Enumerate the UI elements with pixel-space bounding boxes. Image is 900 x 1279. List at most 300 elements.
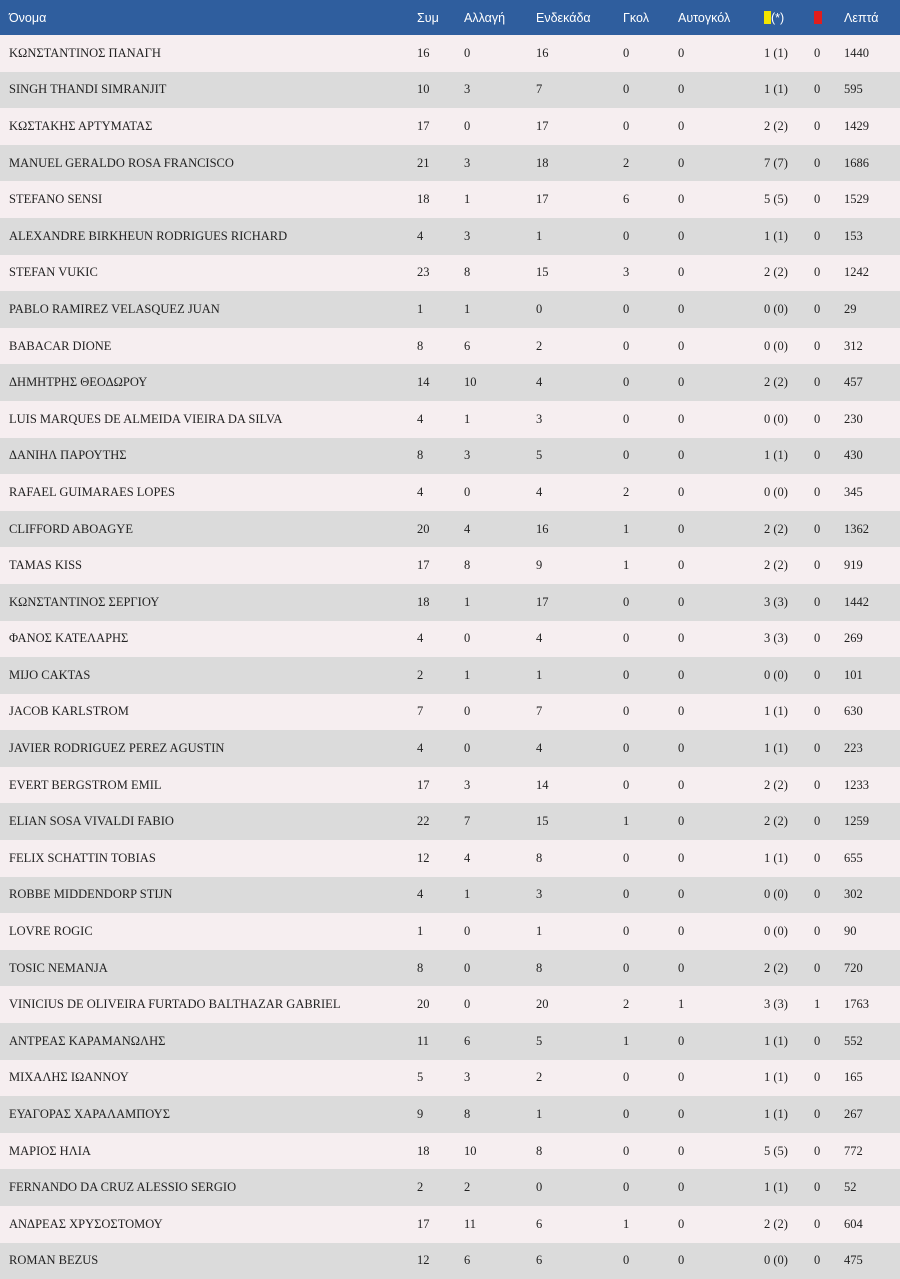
cell-subs: 3 (464, 448, 471, 463)
cell-apps: 8 (417, 960, 424, 975)
cell-name[interactable]: ΑΝΔΡΕΑΣ ΧΡΥΣΟΣΤΟΜΟΥ (9, 1216, 163, 1231)
cell-name[interactable]: CLIFFORD ABOAGYE (9, 521, 133, 536)
cell-own-goals: 0 (678, 1180, 685, 1195)
table-row[interactable] (0, 767, 900, 804)
cell-red-cards: 0 (814, 850, 821, 865)
cell-red-cards: 0 (814, 118, 821, 133)
cell-minutes: 1362 (844, 521, 869, 536)
table-row[interactable] (0, 145, 900, 182)
cell-subs: 1 (464, 301, 471, 316)
cell-own-goals: 1 (678, 997, 685, 1012)
cell-red-cards: 0 (814, 887, 821, 902)
cell-minutes: 153 (844, 228, 863, 243)
cell-apps: 21 (417, 155, 430, 170)
col-header-apps[interactable]: Συμ (417, 10, 439, 25)
cell-name[interactable]: ELIAN SOSA VIVALDI FABIO (9, 814, 174, 829)
cell-name[interactable]: FERNANDO DA CRUZ ALESSIO SERGIO (9, 1180, 237, 1195)
cell-minutes: 312 (844, 338, 863, 353)
cell-apps: 4 (417, 631, 424, 646)
cell-goals: 2 (623, 155, 630, 170)
table-row[interactable] (0, 730, 900, 767)
cell-name[interactable]: ΔΗΜΗΤΡΗΣ ΘΕΟΔΩΡΟΥ (9, 375, 148, 390)
cell-lineup: 0 (536, 301, 543, 316)
cell-lineup: 1 (536, 924, 543, 939)
cell-own-goals: 0 (678, 850, 685, 865)
cell-red-cards: 0 (814, 448, 821, 463)
cell-yellow-cards: 0 (0) (764, 411, 788, 426)
table-header-row (0, 0, 900, 35)
table-body (0, 35, 900, 1279)
cell-minutes: 430 (844, 448, 863, 463)
table-row[interactable] (0, 1023, 900, 1060)
cell-own-goals: 0 (678, 155, 685, 170)
cell-goals: 0 (623, 667, 630, 682)
cell-yellow-cards: 0 (0) (764, 484, 788, 499)
table-row[interactable] (0, 1169, 900, 1206)
cell-apps: 7 (417, 704, 424, 719)
col-header-subs[interactable]: Αλλαγή (464, 10, 506, 25)
cell-own-goals: 0 (678, 521, 685, 536)
cell-lineup: 8 (536, 850, 543, 865)
cell-own-goals: 0 (678, 777, 685, 792)
cell-own-goals: 0 (678, 1143, 685, 1158)
col-header-red-cards[interactable] (814, 0, 844, 35)
cell-apps: 23 (417, 265, 430, 280)
table-row[interactable] (0, 291, 900, 328)
cell-lineup: 15 (536, 265, 549, 280)
cell-goals: 6 (623, 192, 630, 207)
table-row[interactable] (0, 950, 900, 987)
cell-minutes: 772 (844, 1143, 863, 1158)
cell-yellow-cards: 1 (1) (764, 1107, 788, 1122)
cell-red-cards: 0 (814, 375, 821, 390)
cell-lineup: 17 (536, 594, 549, 609)
cell-own-goals: 0 (678, 1216, 685, 1231)
cell-goals: 0 (623, 118, 630, 133)
cell-red-cards: 0 (814, 594, 821, 609)
cell-lineup: 14 (536, 777, 549, 792)
cell-own-goals: 0 (678, 814, 685, 829)
col-header-yellow-cards[interactable] (764, 0, 814, 35)
cell-yellow-cards: 1 (1) (764, 45, 788, 60)
cell-lineup: 4 (536, 631, 543, 646)
cell-minutes: 1242 (844, 265, 869, 280)
cell-red-cards: 0 (814, 924, 821, 939)
cell-minutes: 165 (844, 1070, 863, 1085)
cell-own-goals: 0 (678, 484, 685, 499)
cell-goals: 0 (623, 301, 630, 316)
cell-yellow-cards: 1 (1) (764, 1180, 788, 1195)
cell-subs: 6 (464, 1033, 471, 1048)
cell-name[interactable]: ROBBE MIDDENDORP STIJN (9, 887, 173, 902)
cell-minutes: 595 (844, 82, 863, 97)
cell-own-goals: 0 (678, 960, 685, 975)
cell-own-goals: 0 (678, 448, 685, 463)
table-row[interactable] (0, 584, 900, 621)
cell-subs: 8 (464, 558, 471, 573)
cell-goals: 1 (623, 1216, 630, 1231)
cell-name[interactable]: ΜΑΡΙΟΣ ΗΛΙΑ (9, 1143, 91, 1158)
cell-name[interactable]: TOSIC NEMANJA (9, 960, 108, 975)
cell-name[interactable]: SINGH THANDI SIMRANJIT (9, 82, 167, 97)
cell-red-cards: 0 (814, 558, 821, 573)
cell-yellow-cards: 1 (1) (764, 1033, 788, 1048)
cell-apps: 4 (417, 887, 424, 902)
cell-own-goals: 0 (678, 741, 685, 756)
cell-yellow-cards: 2 (2) (764, 265, 788, 280)
cell-name[interactable]: FELIX SCHATTIN TOBIAS (9, 850, 156, 865)
cell-red-cards: 0 (814, 960, 821, 975)
cell-yellow-cards: 2 (2) (764, 118, 788, 133)
cell-apps: 12 (417, 1253, 430, 1268)
cell-minutes: 269 (844, 631, 863, 646)
cell-red-cards: 0 (814, 265, 821, 280)
table-row[interactable] (0, 474, 900, 511)
cell-name[interactable]: JACOB KARLSTROM (9, 704, 129, 719)
cell-red-cards: 0 (814, 82, 821, 97)
cell-apps: 8 (417, 448, 424, 463)
cell-lineup: 4 (536, 741, 543, 756)
cell-yellow-cards: 0 (0) (764, 887, 788, 902)
cell-red-cards: 0 (814, 45, 821, 60)
cell-minutes: 552 (844, 1033, 863, 1048)
cell-red-cards: 0 (814, 777, 821, 792)
cell-lineup: 17 (536, 118, 549, 133)
cell-red-cards: 0 (814, 411, 821, 426)
col-header-name[interactable]: Όνομα (9, 10, 47, 25)
table-row[interactable] (0, 72, 900, 109)
cell-minutes: 1259 (844, 814, 869, 829)
cell-red-cards: 0 (814, 1143, 821, 1158)
cell-name[interactable]: PABLO RAMIREZ VELASQUEZ JUAN (9, 301, 220, 316)
cell-name[interactable]: LOVRE ROGIC (9, 924, 93, 939)
cell-own-goals: 0 (678, 704, 685, 719)
cell-name[interactable]: VINICIUS DE OLIVEIRA FURTADO BALTHAZAR GABRIEL (9, 997, 341, 1012)
cell-subs: 0 (464, 704, 471, 719)
cell-yellow-cards: 2 (2) (764, 777, 788, 792)
cell-apps: 18 (417, 192, 430, 207)
cell-apps: 11 (417, 1033, 430, 1048)
red-card-icon (814, 11, 822, 24)
cell-own-goals: 0 (678, 558, 685, 573)
cell-subs: 6 (464, 1253, 471, 1268)
table-row[interactable] (0, 364, 900, 401)
cell-minutes: 267 (844, 1107, 863, 1122)
yellow-card-icon (764, 11, 771, 24)
cell-minutes: 1442 (844, 594, 869, 609)
cell-lineup: 1 (536, 667, 543, 682)
cell-minutes: 230 (844, 411, 863, 426)
cell-red-cards: 0 (814, 631, 821, 646)
cell-lineup: 7 (536, 82, 543, 97)
table-row[interactable] (0, 1060, 900, 1097)
cell-lineup: 20 (536, 997, 549, 1012)
cell-minutes: 1233 (844, 777, 869, 792)
cell-subs: 3 (464, 155, 471, 170)
col-header-own-goals[interactable]: Αυτογκόλ (678, 10, 731, 25)
table-row[interactable] (0, 108, 900, 145)
cell-subs: 1 (464, 887, 471, 902)
cell-apps: 17 (417, 558, 430, 573)
cell-apps: 20 (417, 521, 430, 536)
cell-name[interactable]: RAFAEL GUIMARAES LOPES (9, 484, 175, 499)
cell-subs: 0 (464, 960, 471, 975)
cell-yellow-cards: 1 (1) (764, 1070, 788, 1085)
cell-subs: 8 (464, 265, 471, 280)
table-row[interactable] (0, 547, 900, 584)
cell-red-cards: 0 (814, 1253, 821, 1268)
cell-subs: 2 (464, 1180, 471, 1195)
cell-yellow-cards: 0 (0) (764, 338, 788, 353)
cell-minutes: 720 (844, 960, 863, 975)
cell-yellow-cards: 2 (2) (764, 1216, 788, 1231)
cell-goals: 0 (623, 924, 630, 939)
cell-yellow-cards: 0 (0) (764, 667, 788, 682)
cell-lineup: 17 (536, 192, 549, 207)
cell-subs: 8 (464, 1107, 471, 1122)
col-header-goals[interactable]: Γκολ (623, 10, 649, 25)
cell-lineup: 4 (536, 484, 543, 499)
cell-subs: 3 (464, 228, 471, 243)
cell-lineup: 3 (536, 411, 543, 426)
cell-yellow-cards: 2 (2) (764, 375, 788, 390)
cell-minutes: 52 (844, 1180, 857, 1195)
cell-subs: 1 (464, 667, 471, 682)
cell-subs: 10 (464, 1143, 477, 1158)
cell-goals: 0 (623, 1143, 630, 1158)
cell-minutes: 1529 (844, 192, 869, 207)
cell-subs: 1 (464, 192, 471, 207)
cell-apps: 4 (417, 484, 424, 499)
cell-goals: 0 (623, 631, 630, 646)
cell-own-goals: 0 (678, 594, 685, 609)
cell-red-cards: 0 (814, 1180, 821, 1195)
cell-red-cards: 0 (814, 1216, 821, 1231)
cell-lineup: 8 (536, 1143, 543, 1158)
cell-minutes: 223 (844, 741, 863, 756)
cell-name[interactable]: ALEXANDRE BIRKHEUN RODRIGUES RICHARD (9, 228, 288, 243)
cell-red-cards: 0 (814, 704, 821, 719)
cell-apps: 22 (417, 814, 430, 829)
cell-goals: 0 (623, 411, 630, 426)
cell-goals: 0 (623, 448, 630, 463)
cell-yellow-cards: 1 (1) (764, 741, 788, 756)
cell-yellow-cards: 1 (1) (764, 82, 788, 97)
cell-apps: 18 (417, 1143, 430, 1158)
cell-apps: 17 (417, 1216, 430, 1231)
cell-lineup: 6 (536, 1216, 543, 1231)
cell-name[interactable]: ΜΙΧΑΛΗΣ ΙΩΑΝΝΟΥ (9, 1070, 129, 1085)
cell-name[interactable]: ROMAN BEZUS (9, 1253, 99, 1268)
cell-red-cards: 0 (814, 814, 821, 829)
cell-subs: 3 (464, 82, 471, 97)
table-row[interactable] (0, 218, 900, 255)
table-row[interactable] (0, 694, 900, 731)
cell-apps: 17 (417, 777, 430, 792)
cell-red-cards: 0 (814, 192, 821, 207)
cell-subs: 0 (464, 118, 471, 133)
table-row[interactable] (0, 438, 900, 475)
table-row[interactable] (0, 1243, 900, 1279)
table-row[interactable] (0, 913, 900, 950)
cell-apps: 12 (417, 850, 430, 865)
cell-goals: 0 (623, 594, 630, 609)
cell-goals: 0 (623, 887, 630, 902)
table-row[interactable] (0, 621, 900, 658)
cell-name[interactable]: MANUEL GERALDO ROSA FRANCISCO (9, 155, 234, 170)
cell-own-goals: 0 (678, 1253, 685, 1268)
cell-subs: 10 (464, 375, 477, 390)
cell-minutes: 90 (844, 924, 857, 939)
table-row[interactable] (0, 803, 900, 840)
table-row[interactable] (0, 35, 900, 72)
table-row[interactable] (0, 401, 900, 438)
cell-subs: 1 (464, 411, 471, 426)
cell-goals: 1 (623, 814, 630, 829)
cell-own-goals: 0 (678, 631, 685, 646)
cell-goals: 0 (623, 1253, 630, 1268)
cell-subs: 6 (464, 338, 471, 353)
cell-goals: 1 (623, 558, 630, 573)
table-row[interactable] (0, 328, 900, 365)
cell-apps: 9 (417, 1107, 424, 1122)
cell-apps: 1 (417, 301, 424, 316)
cell-lineup: 5 (536, 1033, 543, 1048)
cell-own-goals: 0 (678, 924, 685, 939)
cell-minutes: 475 (844, 1253, 863, 1268)
cell-name[interactable]: ΚΩΝΣΤΑΝΤΙΝΟΣ ΣΕΡΓΙΟΥ (9, 594, 160, 609)
cell-subs: 0 (464, 45, 471, 60)
cell-goals: 3 (623, 265, 630, 280)
cell-apps: 4 (417, 741, 424, 756)
cell-yellow-cards: 5 (5) (764, 1143, 788, 1158)
table-row[interactable] (0, 1133, 900, 1170)
cell-minutes: 1429 (844, 118, 869, 133)
cell-goals: 0 (623, 375, 630, 390)
cell-own-goals: 0 (678, 1033, 685, 1048)
cell-lineup: 9 (536, 558, 543, 573)
cell-apps: 17 (417, 118, 430, 133)
cell-minutes: 302 (844, 887, 863, 902)
table-row[interactable] (0, 511, 900, 548)
cell-own-goals: 0 (678, 375, 685, 390)
cell-minutes: 1686 (844, 155, 869, 170)
cell-red-cards: 0 (814, 521, 821, 536)
cell-apps: 8 (417, 338, 424, 353)
cell-subs: 0 (464, 997, 471, 1012)
cell-own-goals: 0 (678, 887, 685, 902)
cell-minutes: 29 (844, 301, 857, 316)
cell-lineup: 7 (536, 704, 543, 719)
cell-lineup: 16 (536, 521, 549, 536)
cell-goals: 1 (623, 521, 630, 536)
cell-name[interactable]: ΕΥΑΓΟΡΑΣ ΧΑΡΑΛΑΜΠΟΥΣ (9, 1107, 170, 1122)
cell-minutes: 101 (844, 667, 863, 682)
cell-goals: 0 (623, 960, 630, 975)
table-row[interactable] (0, 877, 900, 914)
cell-goals: 0 (623, 741, 630, 756)
cell-minutes: 1763 (844, 997, 869, 1012)
cell-name[interactable]: STEFAN VUKIC (9, 265, 98, 280)
cell-lineup: 4 (536, 375, 543, 390)
table-row[interactable] (0, 181, 900, 218)
cell-subs: 3 (464, 1070, 471, 1085)
cell-red-cards: 0 (814, 1070, 821, 1085)
cell-yellow-cards: 2 (2) (764, 814, 788, 829)
cell-apps: 2 (417, 667, 424, 682)
cell-lineup: 6 (536, 1253, 543, 1268)
cell-name[interactable]: BABACAR DIONE (9, 338, 112, 353)
cell-goals: 0 (623, 82, 630, 97)
cell-own-goals: 0 (678, 265, 685, 280)
cell-lineup: 3 (536, 887, 543, 902)
cell-minutes: 919 (844, 558, 863, 573)
cell-minutes: 457 (844, 375, 863, 390)
cell-yellow-cards: 5 (5) (764, 192, 788, 207)
cell-red-cards: 0 (814, 741, 821, 756)
cell-lineup: 16 (536, 45, 549, 60)
cell-yellow-cards: 1 (1) (764, 850, 788, 865)
cell-red-cards: 0 (814, 667, 821, 682)
cell-own-goals: 0 (678, 192, 685, 207)
cell-minutes: 345 (844, 484, 863, 499)
cell-goals: 0 (623, 1180, 630, 1195)
cell-goals: 1 (623, 1033, 630, 1048)
cell-name[interactable]: ΦΑΝΟΣ ΚΑΤΕΛΑΡΗΣ (9, 631, 129, 646)
table-row[interactable] (0, 1096, 900, 1133)
cell-name[interactable]: LUIS MARQUES DE ALMEIDA VIEIRA DA SILVA (9, 411, 283, 426)
table-row[interactable] (0, 657, 900, 694)
cell-red-cards: 1 (814, 997, 821, 1012)
table-row[interactable] (0, 840, 900, 877)
table-row[interactable] (0, 1206, 900, 1243)
cell-own-goals: 0 (678, 1070, 685, 1085)
cell-subs: 11 (464, 1216, 477, 1231)
cell-apps: 2 (417, 1180, 424, 1195)
col-header-lineup[interactable]: Ενδεκάδα (536, 10, 591, 25)
cell-goals: 0 (623, 45, 630, 60)
cell-yellow-cards: 3 (3) (764, 631, 788, 646)
cell-name[interactable]: ΚΩΣΤΑΚΗΣ ΑΡΤΥΜΑΤΑΣ (9, 118, 153, 133)
cell-yellow-cards: 2 (2) (764, 960, 788, 975)
cell-name[interactable]: MIJO CAKTAS (9, 667, 91, 682)
cell-goals: 0 (623, 1107, 630, 1122)
cell-own-goals: 0 (678, 45, 685, 60)
table-row[interactable] (0, 255, 900, 292)
cell-name[interactable]: JAVIER RODRIGUEZ PEREZ AGUSTIN (9, 741, 225, 756)
col-header-minutes[interactable]: Λεπτά (844, 10, 879, 25)
cell-red-cards: 0 (814, 484, 821, 499)
cell-subs: 0 (464, 631, 471, 646)
cell-subs: 4 (464, 850, 471, 865)
cell-apps: 18 (417, 594, 430, 609)
cell-red-cards: 0 (814, 1107, 821, 1122)
cell-name[interactable]: ΚΩΝΣΤΑΝΤΙΝΟΣ ΠΑΝΑΓΗ (9, 45, 161, 60)
cell-yellow-cards: 3 (3) (764, 997, 788, 1012)
cell-lineup: 18 (536, 155, 549, 170)
cell-own-goals: 0 (678, 82, 685, 97)
cell-apps: 5 (417, 1070, 424, 1085)
cell-own-goals: 0 (678, 118, 685, 133)
cell-name[interactable]: EVERT BERGSTROM EMIL (9, 777, 162, 792)
cell-name[interactable]: ΑΝΤΡΕΑΣ ΚΑΡΑΜΑΝΩΛΗΣ (9, 1033, 166, 1048)
cell-name[interactable]: TAMAS KISS (9, 558, 82, 573)
cell-goals: 0 (623, 777, 630, 792)
cell-subs: 0 (464, 924, 471, 939)
table-row[interactable] (0, 986, 900, 1023)
cell-name[interactable]: STEFANO SENSI (9, 192, 103, 207)
cell-name[interactable]: ΔΑΝΙΗΛ ΠΑΡΟΥΤΗΣ (9, 448, 127, 463)
